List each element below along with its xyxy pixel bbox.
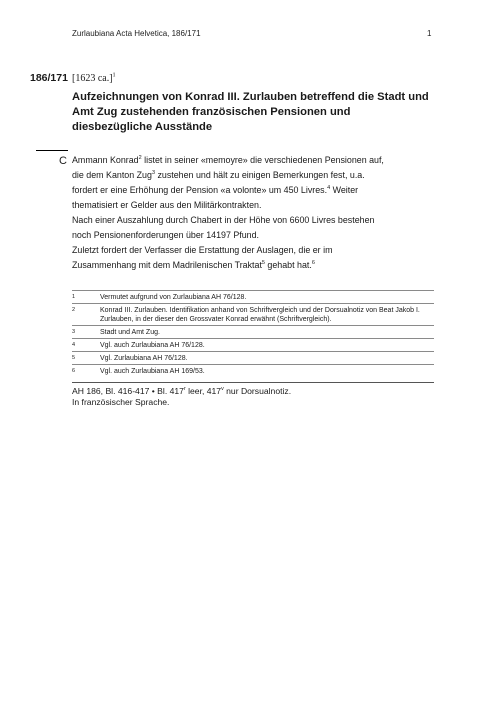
footnote-text: Vgl. Zurlaubiana AH 76/128. bbox=[100, 355, 188, 362]
footnote-number: 5 bbox=[72, 355, 76, 361]
summary-line: Nach einer Auszahlung durch Chabert in der Höhe von 6600 Livres bestehen bbox=[72, 215, 375, 225]
footnote-text: Vgl. auch Zurlaubiana AH 76/128. bbox=[100, 342, 205, 349]
text-segment: zustehen und hält zu einigen Bemerkungen fest, u.a. bbox=[155, 170, 365, 180]
footnote bbox=[72, 290, 434, 303]
summary-line bbox=[72, 168, 442, 183]
footnote bbox=[72, 325, 434, 338]
text-segment: leer, 417 bbox=[185, 386, 222, 396]
footnote-text: Konrad III. Zurlauben. Identifikation anhand von Schriftvergleich und der Dorsualnotiz von Beat Jakob I. Zurlauben, in der dieser den Grossvater Konrad erwähnt (Schriftvergleich). bbox=[100, 307, 420, 323]
footnote bbox=[72, 303, 434, 325]
text-segment: nur Dorsualnotiz. bbox=[223, 386, 292, 396]
source-language: In französischer Sprache. bbox=[72, 397, 170, 407]
text-segment: AH 186, Bl. 416-417 • Bl. 417 bbox=[72, 386, 184, 396]
source-info bbox=[72, 382, 434, 408]
source-line bbox=[72, 386, 434, 397]
margin-letter: C bbox=[59, 155, 67, 167]
text-segment: Zusammenhang mit dem Madrilenischen Traktat bbox=[72, 260, 262, 270]
footnote-ref: 1 bbox=[112, 71, 116, 79]
text-segment: Weiter bbox=[330, 185, 359, 195]
footnote-ref: 4 bbox=[327, 185, 331, 192]
margin-rule bbox=[36, 150, 68, 151]
summary-line bbox=[72, 153, 442, 168]
running-header: Zurlaubiana Acta Helvetica, 186/171 bbox=[72, 29, 201, 38]
footnote-number: 6 bbox=[72, 368, 76, 374]
footnote-ref: 3 bbox=[151, 170, 155, 177]
text-segment: fordert er eine Erhöhung der Pension «a volonte» um 450 Livres. bbox=[72, 185, 328, 195]
summary-line: Zuletzt fordert der Verfasser die Erstattung der Auslagen, die er im bbox=[72, 245, 333, 255]
footnotes bbox=[72, 290, 434, 377]
summary-line: noch Pensionenforderungen über 14197 Pfund. bbox=[72, 230, 260, 240]
footnote-ref: 2 bbox=[138, 155, 142, 162]
text-segment: die dem Kanton Zug bbox=[72, 170, 152, 180]
footnote-number: 3 bbox=[72, 329, 76, 335]
verso-mark: v bbox=[221, 386, 224, 393]
footnote-text: Vgl. auch Zurlaubiana AH 169/53. bbox=[100, 368, 205, 375]
footnote-ref: 5 bbox=[261, 260, 265, 267]
footnote-number: 1 bbox=[72, 294, 76, 300]
summary-text bbox=[72, 153, 442, 273]
page-number: 1 bbox=[427, 29, 432, 38]
summary-line bbox=[72, 183, 442, 198]
document-date bbox=[72, 73, 116, 84]
date-text: [1623 ca.] bbox=[72, 73, 113, 84]
footnote-text: Stadt und Amt Zug. bbox=[100, 329, 160, 336]
footnote bbox=[72, 351, 434, 364]
recto-mark: r bbox=[183, 386, 186, 393]
summary-line: thematisiert er Gelder aus den Militärkontrakten. bbox=[72, 200, 262, 210]
document-number: 186/171 bbox=[30, 72, 68, 84]
text-segment: Ammann Konrad bbox=[72, 155, 139, 165]
text-segment: listet in seiner «memoyre» die verschiedenen Pensionen auf, bbox=[141, 155, 384, 165]
text-segment: gehabt hat. bbox=[264, 260, 312, 270]
footnote-text: Vermutet aufgrund von Zurlaubiana AH 76/128. bbox=[100, 294, 247, 301]
footnote-ref: 6 bbox=[311, 260, 315, 267]
footnote-number: 4 bbox=[72, 342, 76, 348]
footnote-number: 2 bbox=[72, 307, 76, 313]
footnote bbox=[72, 364, 434, 377]
document-title: Aufzeichnungen von Konrad III. Zurlauben betreffend die Stadt und Amt Zug zustehenden französischen Pensionen und diesbezügliche Ausstände bbox=[72, 91, 429, 133]
footnote bbox=[72, 338, 434, 351]
summary-line bbox=[72, 258, 442, 273]
